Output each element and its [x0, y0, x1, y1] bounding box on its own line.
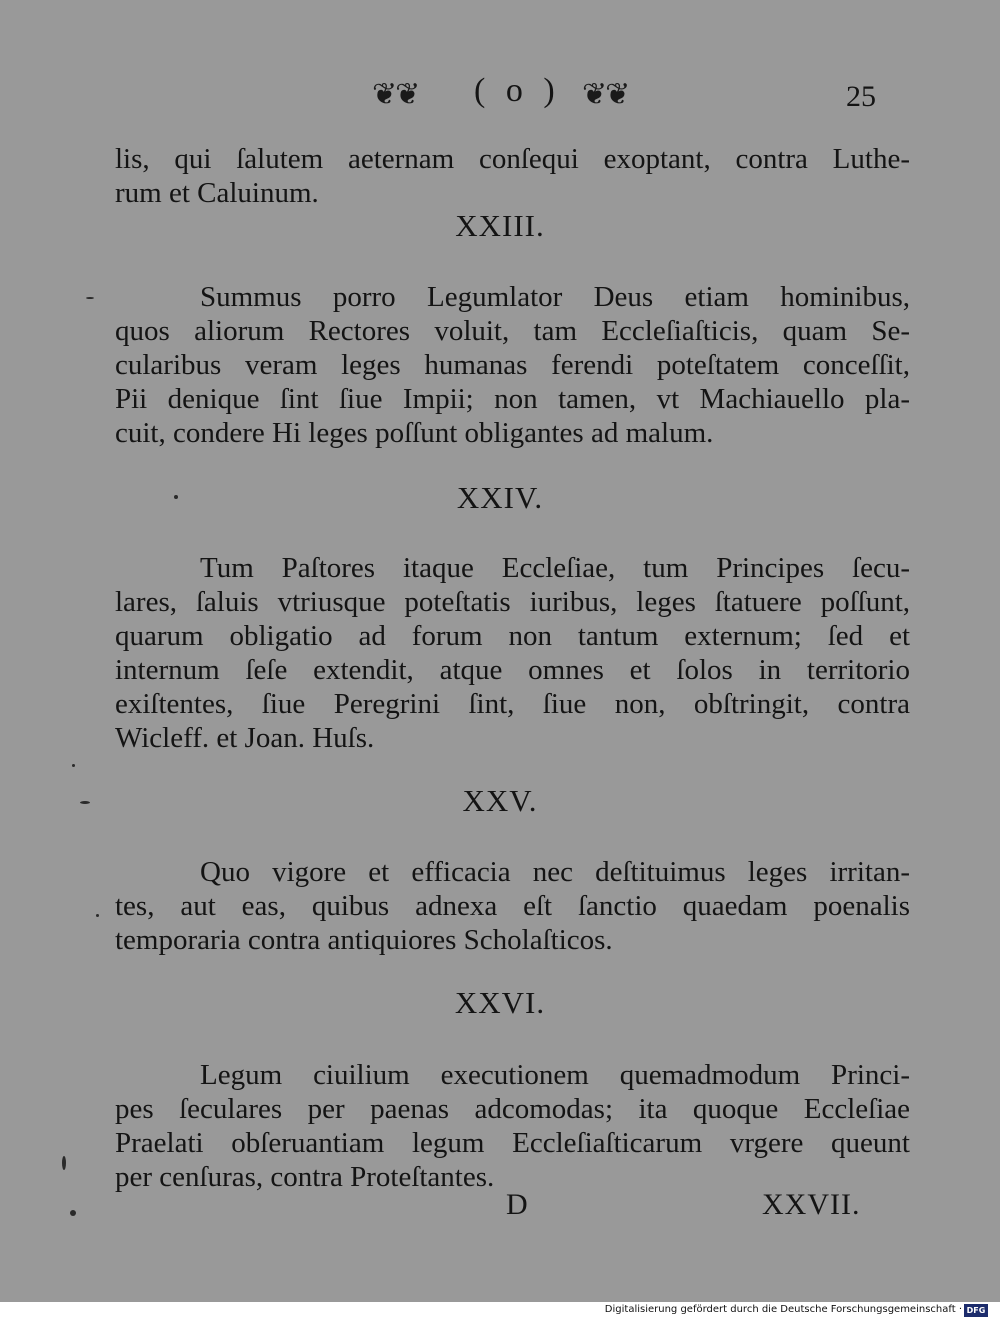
section-heading-25: XXV.: [462, 783, 538, 818]
section-heading-26: XXVI.: [454, 985, 546, 1020]
text-line: exiſtentes, ſiue Peregrini ſint, ſiue non, obſtringit, contra: [115, 688, 910, 720]
text-line: quos aliorum Rectores voluit, tam Eccleſiaſticis, quam Se-: [115, 315, 910, 347]
section-heading-24: XXIV.: [456, 480, 544, 515]
running-header: [0, 68, 1000, 118]
text-line: tes, aut eas, quibus adnexa eſt ſanctio quaedam poenalis: [115, 890, 910, 922]
left-ornament-icon: ❦❦: [372, 78, 419, 111]
text-line: Pii denique ſint ſiue Impii; non tamen, vt Machiauello pla-: [115, 383, 910, 415]
catchword: XXVII.: [762, 1188, 861, 1221]
text-line: Legum ciuilium executionem quemadmodum Princi-: [200, 1059, 910, 1091]
page-marker: ( o ): [474, 72, 561, 109]
scan-speck: [62, 1156, 66, 1170]
page-number: 25: [846, 80, 876, 113]
text-line: quarum obligatio ad forum non tantum externum; ſed et: [115, 620, 910, 652]
dfg-logo-icon: DFG: [964, 1304, 988, 1317]
text-line: internum ſeſe extendit, atque omnes et ſolos in territorio: [115, 654, 910, 686]
text-line: per cenſuras, contra Proteſtantes.: [115, 1161, 495, 1193]
text-line: pes ſeculares per paenas adcomodas; ita quoque Eccleſiae: [115, 1093, 910, 1125]
scan-speck: [86, 297, 94, 299]
right-ornament-icon: ❦❦: [582, 78, 629, 111]
digitization-credit: Digitalisierung gefördert durch die Deutsche Forschungsgemeinschaft ·: [604, 1304, 962, 1315]
text-line: Praelati obſeruantiam legum Eccleſiaſticarum vrgere queunt: [115, 1127, 910, 1159]
text-line: Quo vigore et efficacia nec deſtituimus leges irritan-: [200, 856, 910, 888]
text-line: cuit, condere Hi leges poſſunt obligantes ad malum.: [115, 417, 714, 449]
scan-speck: [80, 801, 90, 804]
text-line: rum et Caluinum.: [115, 177, 319, 209]
signature-mark: D: [506, 1188, 528, 1221]
text-line: Tum Paſtores itaque Eccleſiae, tum Principes ſecu-: [200, 552, 910, 584]
text-line: lares, ſaluis vtriusque poteſtatis iuribus, leges ſtatuere poſſunt,: [115, 586, 910, 618]
text-line: cularibus veram leges humanas ferendi poteſtatem conceſſit,: [115, 349, 910, 381]
section-heading-23: XXIII.: [455, 208, 545, 243]
text-line: lis, qui ſalutem aeternam conſequi exoptant, contra Luthe-: [115, 143, 910, 175]
text-line: Wicleff. et Joan. Huſs.: [115, 722, 375, 754]
text-line: temporaria contra antiquiores Scholaſticos.: [115, 924, 613, 956]
scan-speck: [174, 495, 178, 499]
scan-speck: [70, 1210, 76, 1216]
scan-speck: [72, 764, 75, 767]
scan-speck: [96, 914, 99, 917]
text-line: Summus porro Legumlator Deus etiam hominibus,: [200, 281, 910, 313]
